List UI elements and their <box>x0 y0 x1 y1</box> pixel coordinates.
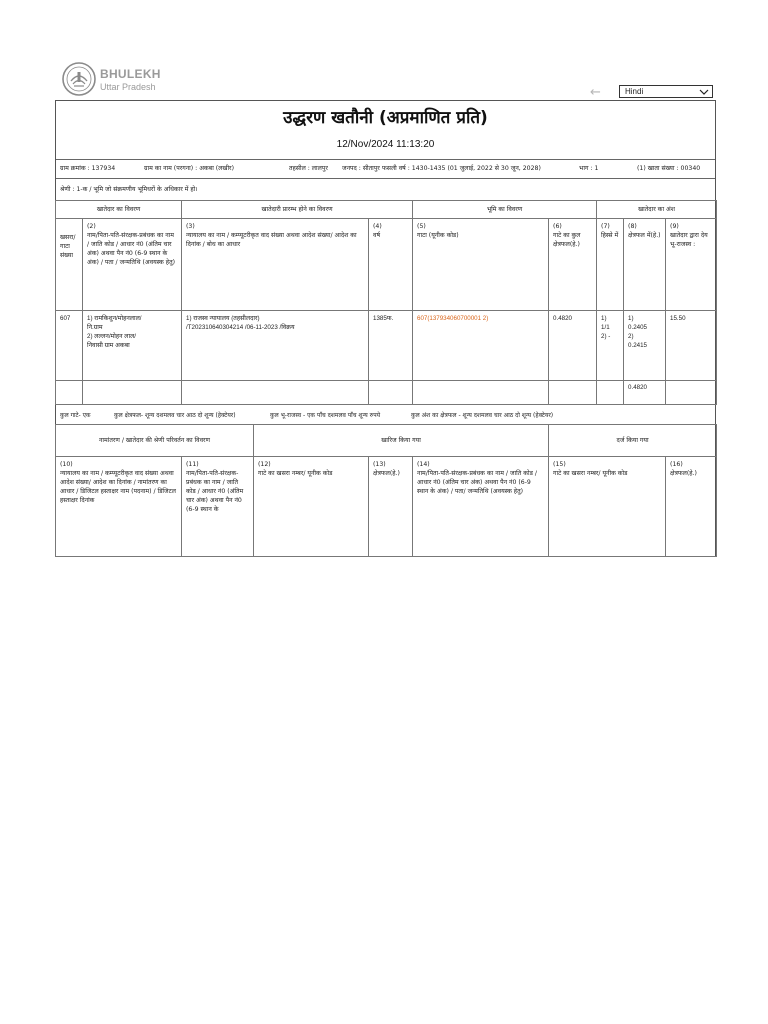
col-header-15: (15) गाटे का खसरा नम्बर/ यूनीक कोड <box>549 457 666 557</box>
site-header <box>62 62 714 102</box>
hissa-line: 2) - <box>601 333 611 340</box>
gata-unique-code-link[interactable]: 607(137934060700001 2) <box>417 315 489 322</box>
shreni-text: श्रेणी : 1-क / भूमि जो संक्रमणीय भूमिधरों के अधिकार में हो। <box>60 186 198 193</box>
total-share-area: 0.4820 <box>624 381 666 405</box>
hissa-line: 1/1 <box>601 324 610 331</box>
court-line: /T202310640304214 /06-11-2023 /विक्रय <box>186 324 295 331</box>
table-row <box>56 311 717 381</box>
group-header-khatedar: खातेदार का विवरण <box>56 201 182 219</box>
col-header-kshetrafal: (8) क्षेत्रफल में(हे.) <box>624 219 666 311</box>
summary-kul-kshetrafal: कुल क्षेत्रफल- शून्य दशमलव चार आठ दो शून्य (हेक्टेयर) <box>114 412 236 419</box>
owner-line: निवासी ग्राम अकबा <box>87 342 130 349</box>
group-header-darj: दर्ज किया गया <box>549 425 717 457</box>
back-arrow-icon[interactable]: ← <box>590 85 601 100</box>
summary-line <box>56 407 715 424</box>
total-area-value: 0.4820 <box>549 311 597 381</box>
summary-kul-rajasv: कुल भू-राजस्व - एक पाँच दशमलव पाँच शून्य रुपये <box>270 412 381 419</box>
document-date: 12/Nov/2024 11:13:20 <box>336 139 435 150</box>
khatauni-document <box>55 100 716 557</box>
khatauni-table <box>55 200 717 405</box>
group-header-kharij: खारिज किया गया <box>254 425 549 457</box>
col-header-11: (11) नाम/पिता-पति-संरक्षक-प्रबंधक का नाम / जाति कोड / आधार नं0 (अंतिम चार अंक) अथवा पैन नं0 (6-9 स्थान के <box>182 457 254 557</box>
gram-code: ग्राम क्रमांक : 137934 <box>60 165 116 172</box>
share-line: 2) <box>628 333 634 340</box>
hissa-line: 1) <box>601 315 607 322</box>
brand-name: BHULEKH <box>100 67 161 81</box>
owner-line: 1) रामकिशुन/मोहनलाल/ <box>87 315 142 322</box>
col-header-gata: खसरा/ गाटा संख्या <box>56 219 83 311</box>
owner-line: नि.ग्राम <box>87 324 103 331</box>
group-header-ansh: खातेदार का अंश <box>597 201 717 219</box>
janpad: जनपद : सीतापुर <box>342 165 380 172</box>
revenue-value: 15.50 <box>666 311 717 381</box>
col-header-14: (14) नाम/पिता-पति-संरक्षक-प्रबंधक का नाम / जाति कोड / आधार नं0 (अंतिम चार अंक) अथवा पैन नं0 (6-9 स्थान के अंक) / पता/ जन्मतिथि (अवयस्क हेतु) <box>413 457 549 557</box>
group-header-khatedari: खातेदारी प्रारम्भ होने का विवरण <box>182 201 413 219</box>
col-header-naam: (2) नाम/पिता-पति-संरक्षक-प्रबंधक का नाम / जाति कोड / आधार नं0 (अंतिम चार अंक) अथवा पैन नं0 (6-9 स्थान के अंक) / पता / जन्मतिथि (अवयस्क हेतु) <box>83 219 182 311</box>
col-header-rajasv: (9) खातेदार द्वारा देय भू-राजस्व : <box>666 219 717 311</box>
owner-line: 2) लल्लन/मोहन लाल/ <box>87 333 137 340</box>
court-detail <box>182 311 369 381</box>
gram-name: ग्राम का नाम (परगना) : अकबा (लखीर) <box>144 165 234 172</box>
share-line: 1) <box>628 315 634 322</box>
total-row <box>56 381 717 405</box>
share-line: 0.2415 <box>628 342 647 349</box>
group-header-namantaran: नामांतरण / खातेदार की श्रेणी परिवर्तन का विवरण <box>56 425 254 457</box>
col-header-gata-code: (5) गाटा (यूनीक कोड) <box>413 219 549 311</box>
gata-number: 607 <box>56 311 83 381</box>
language-select[interactable] <box>619 85 713 98</box>
hissa-cell <box>597 311 624 381</box>
khata-number: (1) खाता संख्या : 00340 <box>637 165 701 172</box>
share-line: 0.2405 <box>628 324 647 331</box>
owner-list <box>83 311 182 381</box>
year-value: 1385फ. <box>369 311 413 381</box>
tehsil: तहसील : लालपुर <box>289 165 328 172</box>
chevron-down-icon <box>699 87 709 97</box>
summary-kul-ansh: कुल अंश का क्षेत्रफल - शून्य दशमलव चार आठ दो शून्य (हेक्टेयर) <box>411 412 554 419</box>
fasli-year: फसली वर्ष : 1430-1435 (01 जुलाई, 2022 से 30 जून, 2028) <box>382 165 541 172</box>
col-header-16: (16) क्षेत्रफल(हे.) <box>666 457 717 557</box>
mutation-table <box>55 424 717 557</box>
col-header-12: (12) गाटे का खसरा नम्बर/ यूनीक कोड <box>254 457 369 557</box>
col-header-hisse: (7) हिस्से में <box>597 219 624 311</box>
court-line: 1) राजस्व न्यायालय (तहसीलदार) <box>186 315 260 322</box>
summary-kul-gaate: कुल गाटे- एक <box>60 412 91 419</box>
group-header-bhoomi: भूमि का विवरण <box>413 201 597 219</box>
col-header-varsh: (4) वर्ष <box>369 219 413 311</box>
up-government-emblem-icon <box>62 62 96 96</box>
brand-subtitle: Uttar Pradesh <box>100 82 156 92</box>
divider <box>56 178 715 179</box>
bhag: भाग : 1 <box>579 165 599 172</box>
col-header-10: (10) न्यायालय का नाम / कम्प्यूटरीकृत वाद संख्या अथवा आदेश संख्या/ आदेश का दिनांक / नामांतरण का आधार / डिजिटल हस्ताक्षर नाम (पदनाम) / डिजिटल हस्ताक्षर दिनांक <box>56 457 182 557</box>
language-selected-value: Hindi <box>625 87 644 96</box>
document-title: उद्धरण खतौनी (अप्रमाणित प्रति) <box>283 108 488 128</box>
col-header-nyayalay: (3) न्यायालय का नाम / कम्प्यूटरीकृत वाद संख्या अथवा आदेश संख्या/ आदेश का दिनांक / बोध का आधार <box>182 219 369 311</box>
divider <box>56 159 715 160</box>
col-header-kul-kshetrafal: (6) गाटे का कुल क्षेत्रफल(हे.) <box>549 219 597 311</box>
col-header-13: (13) क्षेत्रफल(हे.) <box>369 457 413 557</box>
share-area-cell <box>624 311 666 381</box>
gata-unique-code-cell <box>413 311 549 381</box>
